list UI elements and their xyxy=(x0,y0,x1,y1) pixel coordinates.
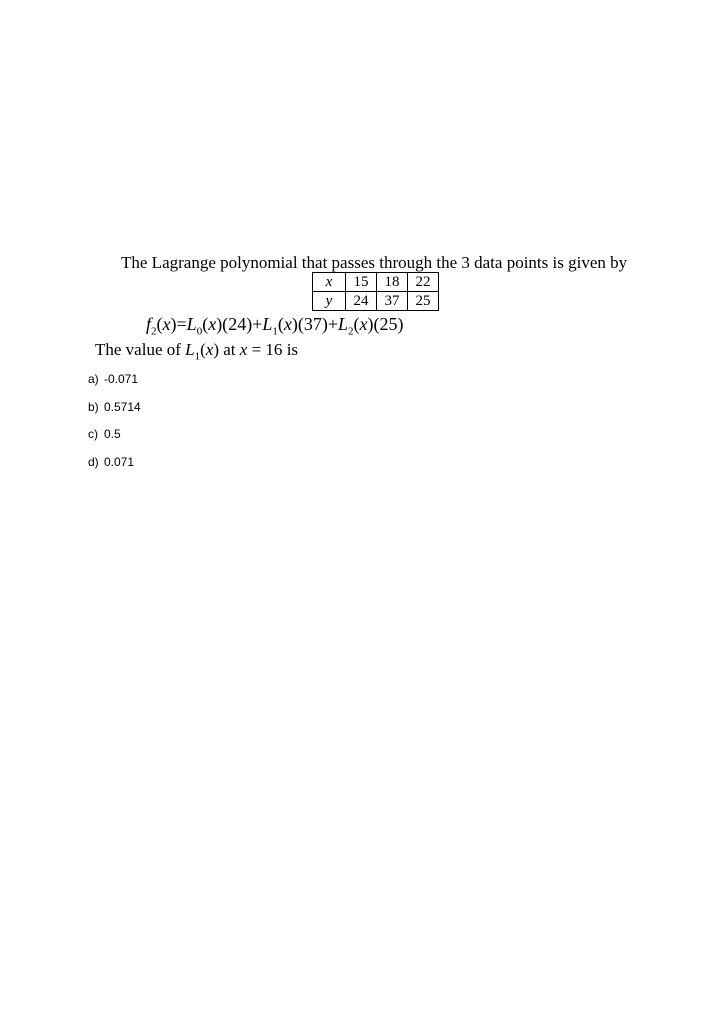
formula-x: x xyxy=(359,314,368,334)
table-row-y xyxy=(313,292,439,311)
option-letter: c) xyxy=(88,427,98,441)
formula-f-subscript: 2 xyxy=(151,325,157,338)
option-letter: a) xyxy=(88,372,99,386)
option-a[interactable] xyxy=(88,370,141,398)
table-cell: 22 xyxy=(408,273,439,292)
question-prompt: The value of $L_1(x)$ at x = 16 is xyxy=(95,340,299,363)
table-cell: 24 xyxy=(346,292,377,311)
formula-x: x xyxy=(208,314,217,334)
formula-y0: 24 xyxy=(228,314,247,334)
lagrange-formula: $f_2(x)=L_0(x)(24)+L_1(x)(37)+L_2(x)(25)$ xyxy=(146,314,404,338)
answer-options xyxy=(88,370,141,480)
formula-f: f xyxy=(146,314,152,334)
formula-L2-subscript: 2 xyxy=(348,325,354,338)
table-cell-x-label: x xyxy=(313,273,346,292)
prompt-prefix: The value of xyxy=(95,340,181,359)
prompt-eq-value: = 16 xyxy=(251,340,283,359)
table-cell: 37 xyxy=(377,292,408,311)
option-value: -0.071 xyxy=(104,372,139,386)
formula-L2: L xyxy=(338,314,349,334)
table-cell: 25 xyxy=(408,292,439,311)
option-c[interactable] xyxy=(88,425,141,453)
data-points-table xyxy=(312,272,439,311)
formula-L1-subscript: 1 xyxy=(272,325,278,338)
formula-L0: L xyxy=(186,314,197,334)
formula-x: x xyxy=(283,314,292,334)
prompt-suffix: is xyxy=(286,340,299,359)
formula-equals: = xyxy=(176,314,187,334)
table-cell: 15 xyxy=(346,273,377,292)
option-value: 0.071 xyxy=(104,454,135,469)
formula-x: x xyxy=(162,314,171,334)
prompt-L-subscript: 1 xyxy=(194,350,201,363)
prompt-L: L xyxy=(185,340,195,359)
option-d[interactable] xyxy=(88,453,141,481)
question-intro: The Lagrange polynomial that passes through the 3 data points is given by xyxy=(121,253,628,272)
formula-L1: L xyxy=(262,314,273,334)
formula-y1: 37 xyxy=(303,314,322,334)
prompt-x: x xyxy=(205,340,214,359)
option-letter: b) xyxy=(88,399,99,414)
option-b[interactable] xyxy=(88,398,141,426)
option-letter: d) xyxy=(88,454,99,469)
prompt-at: at xyxy=(223,340,236,359)
formula-L0-subscript: 0 xyxy=(196,325,203,338)
table-row-x xyxy=(313,273,439,292)
formula-y2: 25 xyxy=(379,314,398,334)
table-cell-y-label: y xyxy=(313,292,346,311)
option-value: 0.5714 xyxy=(104,399,141,414)
table-cell: 18 xyxy=(377,273,408,292)
prompt-x-var: x xyxy=(239,340,248,359)
option-value: 0.5 xyxy=(104,427,121,441)
